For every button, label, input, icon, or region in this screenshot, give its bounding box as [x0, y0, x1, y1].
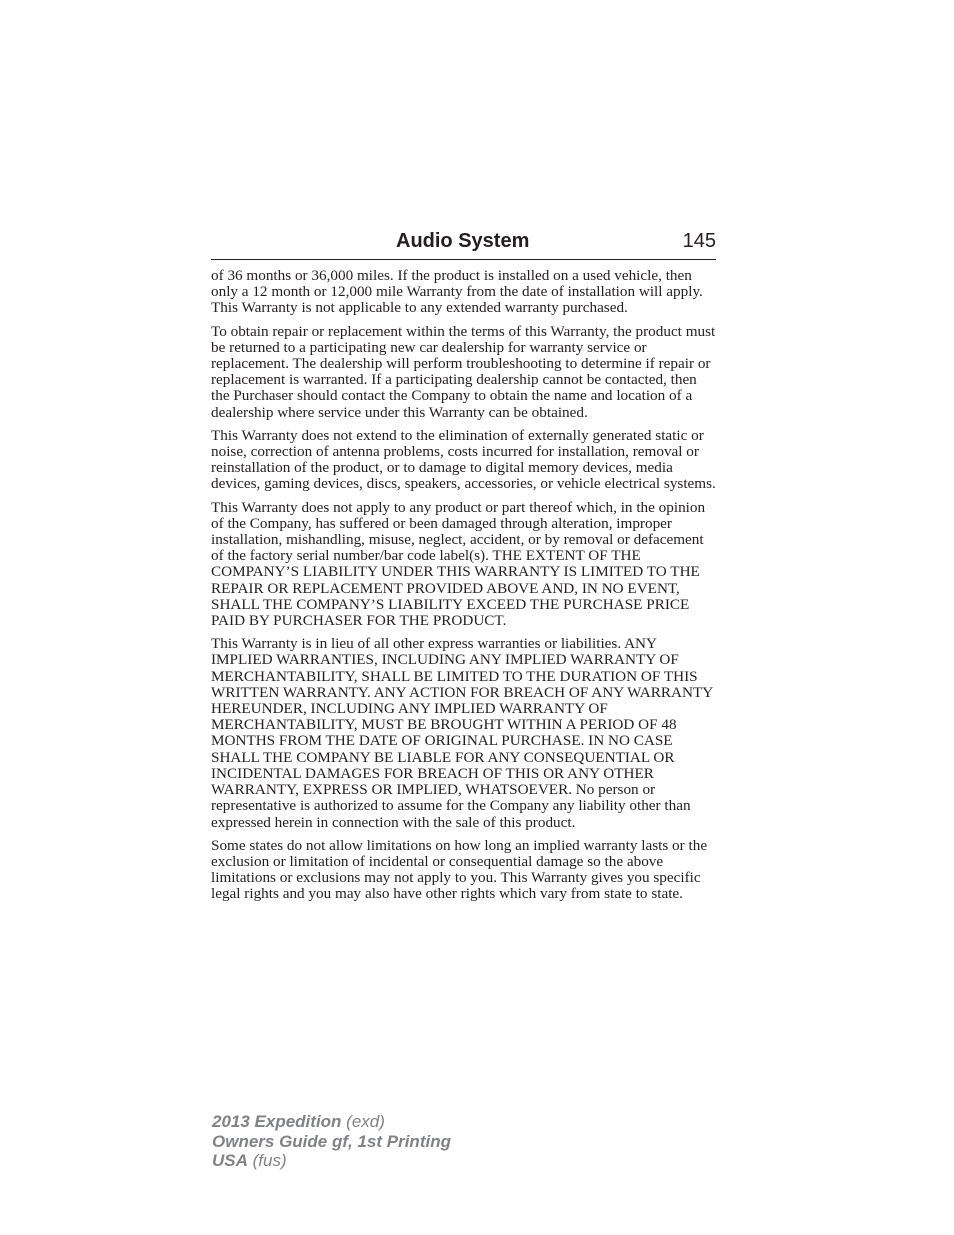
footer-line-guide [212, 1132, 451, 1152]
page-footer [212, 1112, 451, 1171]
section-title: Audio System [396, 230, 530, 252]
paragraph: Some states do not allow limitations on how long an implied warranty lasts or the exclusion or limitation of incidental or consequential damage so the above limitations or exclusions may not apply to you. This Warranty gives you specific legal rights and you may also have other rights which vary from state to state. [211, 836, 708, 903]
page-header [211, 228, 716, 260]
footer-guide: Owners Guide gf, 1st Printing [212, 1131, 451, 1151]
footer-model: 2013 Expedition [212, 1112, 342, 1131]
footer-market: USA [212, 1151, 248, 1170]
body-text [211, 268, 717, 910]
page-number: 145 [682, 230, 716, 252]
paragraph: This Warranty does not extend to the elimination of externally generated static or noise, correction of antenna problems, costs incurred for installation, removal or reinstallation of the product, or to damage to digital memory devices, media devices, gaming devices, discs, speakers, accessories, or vehicle electrical systems. [211, 426, 716, 493]
footer-market-code: (fus) [247, 1151, 287, 1170]
paragraph: This Warranty is in lieu of all other express warranties or liabilities. ANY IMPLIED WARRANTIES, INCLUDING ANY IMPLIED WARRANTY OF MERCHANTABILITY, SHALL BE LIMITED TO THE DURATION OF THIS WRITTEN WARRANTY. ANY ACTION FOR BREACH OF ANY WARRANTY HEREUNDER, INCLUDING ANY IMPLIED WARRANTY OF MERCHANTABILITY, MUST BE BROUGHT WITHIN A PERIOD OF 48 MONTHS FROM THE DATE OF ORIGINAL PURCHASE. IN NO CASE SHALL THE COMPANY BE LIABLE FOR ANY CONSEQUENTIAL OR INCIDENTAL DAMAGES FOR BREACH OF THIS OR ANY OTHER WARRANTY, EXPRESS OR IMPLIED, WHATSOEVER. No person or representative is authorized to assume for the Company any liability other than expressed herein in connection with the sale of this product. [211, 635, 713, 831]
footer-model-code: (exd) [341, 1112, 385, 1131]
paragraph: To obtain repair or replacement within the terms of this Warranty, the product must be returned to a participating new car dealership for warranty service or replacement. The dealership will perform troubleshooting to determine if repair or replacement is warranted. If a participating dealership cannot be contacted, then the Purchaser should contact the Company to obtain the name and location of a dealership where service under this Warranty can be obtained. [211, 322, 716, 421]
footer-line-model [212, 1112, 451, 1132]
paragraph: of 36 months or 36,000 miles. If the product is installed on a used vehicle, then only a 12 month or 12,000 mile Warranty from the date of installation will apply. This Warranty is not applicable to any extended warranty purchased. [211, 267, 703, 317]
footer-line-market [212, 1151, 451, 1171]
paragraph: This Warranty does not apply to any product or part thereof which, in the opinion of the Company, has suffered or been damaged through alteration, improper installation, mishandling, misuse, neglect, accident, or by removal or defacement of the factory serial number/bar code label(s). THE EXTENT OF THE COMPANY’S LIABILITY UNDER THIS WARRANTY IS LIMITED TO THE REPAIR OR REPLACEMENT PROVIDED ABOVE AND, IN NO EVENT, SHALL THE COMPANY’S LIABILITY EXCEED THE PURCHASE PRICE PAID BY PURCHASER FOR THE PRODUCT. [211, 498, 706, 630]
